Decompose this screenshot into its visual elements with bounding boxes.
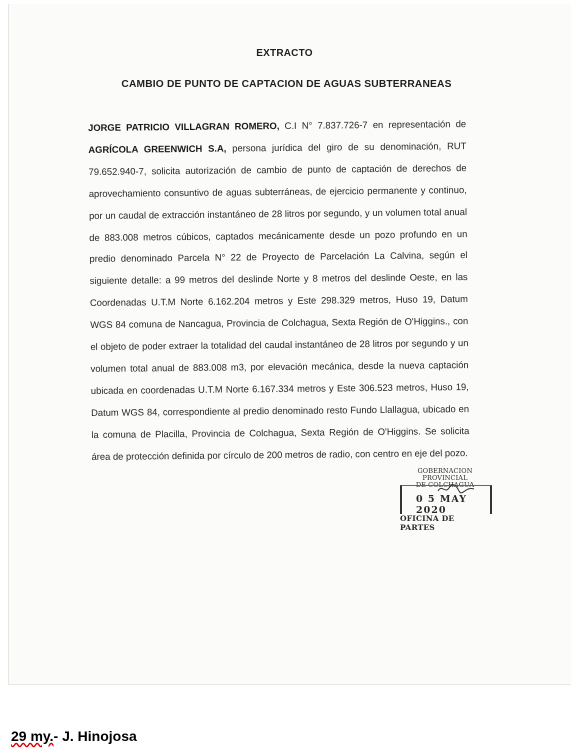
office-stamp <box>396 467 492 532</box>
stamp-office: OFICINA DE PARTES <box>400 514 455 532</box>
applicant-name: JORGE PATRICIO VILLAGRAN ROMERO, <box>88 119 280 133</box>
footer-date <box>11 728 54 744</box>
applicant-id: C.I N° 7.837.726-7 en representación de <box>284 118 467 131</box>
document-heading: EXTRACTO <box>256 48 313 59</box>
stamp-date: 0 5 MAY 2020 <box>416 494 468 516</box>
stamp-organization-line1: GOBERNACION PROVINCIAL <box>417 467 473 482</box>
body-paragraph: persona jurídica del giro de su denominación, RUT 79.652.940-7, solicita autorización de cambio de punto de captación de derechos de aprovechamiento consuntivo de aguas subterráneas, de ejercicio permanente y continuo, por un caudal de extracción instantáneo de 28 litros por segundo, y un volumen total anual de 883.008 metros cúbicos, captados mecánicamente desde un pozo profundo en un predio denominado Parcela N° 22 de Proyecto de Parcelación La Calvina, según el siguiente detalle: a 99 metros del deslinde Norte y 8 metros del deslinde Oeste, en las Coordenadas U.T.M Norte 6.162.204 metros y Este 298.329 metros, Huso 19, Datum WGS 84 comuna de Nancagua, Provincia de Colchagua, Sexta Región de O'Higgins., con el objeto de poder extraer la totalidad del caudal instantáneo de 28 litros por segundo y un volumen total anual de 883.008 m3, por elevación mecánica, desde la nueva captación ubicada en coordenadas U.T.M Norte 6.167.334 metros y Este 306.523 metros, Huso 19, Datum WGS 84, correspondiente al predio denominado resto Fundo Llallagua, ubicado en la comuna de Placilla, Provincia de Colchagua, Sexta Región de O'Higgins. Se solicita área de protección definida por círculo de 200 metros de radio, con centro en eje del pozo. <box>88 139 470 462</box>
footer-author: - J. Hinojosa <box>53 728 137 744</box>
document-subheading: CAMBIO DE PUNTO DE CAPTACION DE AGUAS SUBTERRANEAS <box>121 79 452 90</box>
company-name: AGRÍCOLA GREENWICH S.A, <box>88 142 227 155</box>
document-body <box>88 113 470 467</box>
footer-date-text: 29 my. <box>11 728 54 744</box>
stamp-organization-line2: DE COLCHAGUA <box>415 481 475 489</box>
footer-note <box>11 728 137 744</box>
